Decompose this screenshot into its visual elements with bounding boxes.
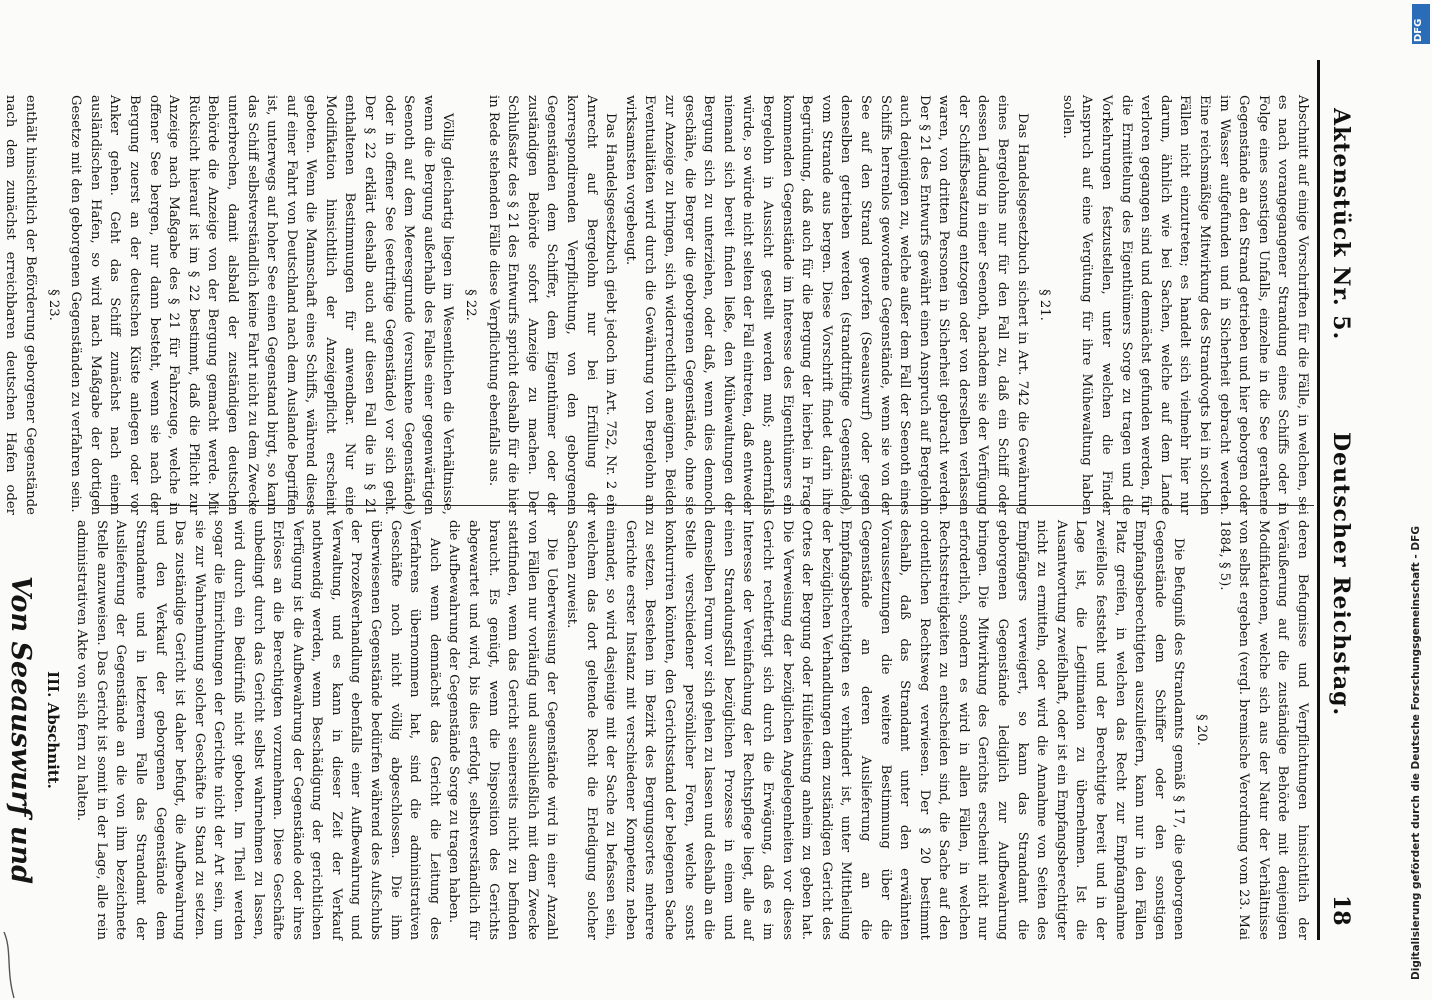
section-label: § 21. — [1037, 289, 1053, 321]
dfg-logo-text: DFG — [1413, 18, 1424, 42]
paragraph: enthält hinsichtlich der Beförderung geborgener Gegenstände nach dem zunächst erreichbaren deutschen Hafen oder — [3, 95, 38, 515]
dfg-logo — [1412, 4, 1430, 44]
paragraph: Die Ueberweisung der Gegenstände wird in einer Anzahl von Fällen nur vorläufig und ausschließlich mit dem Zwecke stattfinden, wenn das Gericht seinerseits nicht zu befinden braucht. Es genügt, wenn die Disposition des Gerichts abgewartet und wird, bis dies erfolgt, selbstverständlich für die Aufbewahrung der Gegenstände Sorge zu tragen haben. — [446, 520, 560, 940]
section-label: § 20. — [1194, 714, 1210, 746]
paragraph: Das Handelsgesetzbuch sichert in Art. 742 die Gewährung eines Bergelohns nur für den Fall zu, daß ein Schiff oder dessen Ladung in einer Seenoth, nachdem sie der Verfügung der Schiffsbesatzung entzogen oder von derselben verlassen waren, von dritten Personen in Sicherheit gebracht werden. Der § 21 des Entwurfs gewährt einen Anspruch auf Bergelohn auch denjenigen zu, welche außer dem Fall der Seenoth eines Schiffs herrenlos gewordene Gegenstände, wenn sie von der See auf den Strand geworfen (Seeauswurf) oder gegen denselben getrieben werden (strandtriftige Gegenstände), vom Strande aus bergen. Diese Vorschrift findet darin ihre Begründung, daß auch für die Bergung der hierbei in Frage kommenden Gegenstände im Interesse des Eigenthümers ein Bergelohn in Aussicht gestellt werden muß; andernfalls würde, so würde nicht selten der Fall eintreten, daß entweder niemand sich bereit finden ließe, den Mühewaltungen der Bergung sich zu unterziehen, oder daß, wenn dies dennoch geschähe, die Berger die geborgenen Gegenstände, ohne sie zur Anzeige zu bringen, sich widerrechtlich aneignen. Beiden Eventualitäten wird durch die Gewährung von Bergelohn am wirksamsten vorgebeugt. — [622, 95, 1030, 515]
credit-text: Digitalisierung gefördert durch die Deutsche Forschungsgemeinschaft - DFG — [1410, 526, 1422, 980]
paragraph: Völlig gleichartig liegen im Wesentlichen die Verhältnisse, wenn die Bergung außerhalb des Falles einer gegenwärtigen Seenoth auf dem Meeresgrunde (versunkene Gegenstände) oder in offener See (seetriftige Gegenstände) vor sich geht. Der § 22 erklärt deshalb auch auf diesen Fall die in § 21 enthaltenen Bestimmungen für anwendbar. Nur eine Modifikation hinsichtlich der Anzeigepflicht erscheint geboten. Wenn die Mannschaft eines Schiffs, während dieses auf einer Fahrt von Deutschland nach dem Auslande begriffen ist, unterwegs auf hoher See einen Gegenstand birgt, so kann das Schiff selbstverständlich keine Fahrt nicht zu dem Zwecke unterbrechen, damit alsbald der zuständigen deutschen Behörde die Anzeige von der Bergung gemacht werde. Mit Rücksicht hierauf ist im § 22 bestimmt, daß die Pflicht zur Anzeige nach Maßgabe des § 21 für Fahrzeuge, welche in offener See bergen, nur dann besteht, wenn sie nach der Bergung zuerst an der deutschen Küste anlegen oder vor Anker gehen. Geht das Schiff zunächst nach einem ausländischen Hafen, so wird nach Maßgabe der dortigen Gesetze mit den geborgenen Gegenständen zu verfahren sein. — [68, 95, 456, 515]
paragraph: Die Befugniß des Strandamts gemäß § 17, die geborgenen Gegenstände dem Schiffer oder den sonstigen Empfangsberechtigten auszuliefern, kann nur in den Fällen Platz greifen, in welchen das Recht zur Empfangnahme zweifellos feststeht und der Berechtigte bereit und in der Lage ist, die Legitimation zu übernehmen. Ist die Ausantwortung zweifelhaft, oder ist ein Empfangsberechtigter nicht zu ermitteln, oder wird die Annahme von Seiten des Empfängers verweigert, so kann das Strandamt die geborgenen Gegenstände lediglich zur Aufbewahrung bringen. Die Mitwirkung des Gerichts erscheint nicht nur erforderlich, sondern es wird in allen Fällen, in welchen Rechtsstreitigkeiten zu entscheiden sind, die Sache auf den ordentlichen Rechtsweg verwiesen. Der § 20 bestimmt deshalb, daß das Strandamt unter den erwähnten Voraussetzungen die weitere Bestimmung über die Gegenstände an deren Auslieferung an die Empfangsberechtigten es verhindert ist, unter Mittheilung der bezüglichen Verhandlungen dem zuständigen Gericht des Ortes der Bergung oder Hülfeleistung anheim zu geben hat. Die Verweisung der bezüglichen Angelegenheiten vor dieses Gericht rechtfertigt sich durch die Erwägung, daß es im Interesse der Vereinfachung der Rechtspflege liegt, alle auf einen Strandungsfall bezüglichen Prozesse in einem und demselben Forum vor sich gehen zu lassen und deshalb an die Stelle verschiedener persönlicher Foren, welche sonst konkurriren könnten, den Gerichtsstand der belegenen Sache zu setzen. Bestehen im Bezirk des Bergungsortes mehrere Gerichte erster Instanz mit verschiedener Kompetenz neben einander, so wird dasjenige mit der Sache zu befassen sein, welchem das dort geltende Recht die Erledigung solcher Sachen zuweist. — [564, 520, 1187, 940]
left-column — [5, 520, 1312, 940]
section-label: § 23. — [45, 289, 61, 321]
header-rule — [1317, 60, 1320, 940]
section-label: § 22. — [463, 289, 479, 321]
paragraph: Das Handelsgesetzbuch giebt jedoch im Art. 752, Nr. 2 ein Anrecht auf Bergelohn nur bei Erfüllung der korrespondirenden Verpflichtung, von den geborgenen Gegenständen dem Schiffer, dem Eigenthümer oder der zuständigen Behörde sofort Anzeige zu machen. Der Schlußsatz des § 21 des Entwurfs spricht deshalb für die hier in Rede stehenden Fälle diese Verpflichtung ebenfalls aus. — [485, 95, 619, 515]
section-heading: III. Abschnitt. — [43, 671, 62, 789]
section-title: Von Seeauswurf und — [5, 576, 36, 884]
paragraph: Abschnitt auf einige Vorschriften für die Fälle, in welchen, sei es nach vorangegangener Strandung eines Schiffs oder in Folge eines sonstigen Unfalls, einzelne in die See gerathene Gegenstände an den Strand getrieben und hier geborgen oder im Wasser aufgefunden und in Sicherheit gebracht werden. Eine reichsmäßige Mitwirkung des Strandvogts bei in solchen Fällen nicht einzutreten; es handelt sich vielmehr hier nur darum, ähnlich wie bei Sachen, welche auf dem Lande verloren gegangen sind und demnächst gefunden werden, für die Ermittelung des Eigenthümers Sorge zu tragen und die Vorkehrungen festzustellen, unter welchen die Finder Anspruch auf eine Vergütung für ihre Mühewaltung haben sollen. — [1059, 95, 1310, 515]
paragraph: deren Befugnisse und Verpflichtungen hinsichtlich der Veräußerung auf die zuständige Behörde mit denjenigen Modifikationen, welche sich aus der Natur der Verhältnisse von selbst ergeben (vergl. bremische Verordnung vom 23. Mai 1884, § 5). — [1216, 520, 1310, 940]
paragraph: Auch wenn demnächst das Gericht die Leitung des Verfahrens übernommen hat, sind die administrativen Geschäfte noch nicht völlig abgeschlossen. Die ihm überwiesenen Gegenstände bedürfen während des Aufschubs der Prozeßverhandlung ebenfalls einer Aufbewahrung und Verwaltung, und es kann in dieser Zeit der Verkauf nothwendig werden, wenn Beschädigung der gerichtlichen Verfügung ist die Aufbewahrung der Gegenstände oder ihres Erlöses an die Berechtigten vorzunehmen. Diese Geschäfte unbedingt durch das Gericht selbst wahrnehmen zu lassen, wird durch ein Bedürfniß nicht geboten. Im Theil werden sogar die Einrichtungen der Gerichte nicht der Art sein, um sie zur Wahrnehmung solcher Geschäfte in Stand zu setzen. Das zuständige Gericht ist daher befugt, die Aufbewahrung und den Verkauf der geborgenen Gegenstände dem Strandamte und in letzterem Falle das Strandamt der Auslieferung der Gegenstände an die von ihm bezeichnete Stelle anzuweisen. Das Gericht ist somit in der Lage, alle rein administrativen Akte von sich fern zu halten. — [74, 520, 442, 940]
page-header — [1324, 0, 1354, 1000]
right-column — [3, 95, 1312, 515]
page-number: 18 — [1328, 895, 1354, 926]
page-edge-mark — [0, 930, 40, 1000]
digitization-credit — [1410, 20, 1432, 980]
page-title: Deutscher Reichstag. — [1328, 432, 1354, 717]
document-number: Aktenstück Nr. 5. — [1328, 108, 1354, 341]
